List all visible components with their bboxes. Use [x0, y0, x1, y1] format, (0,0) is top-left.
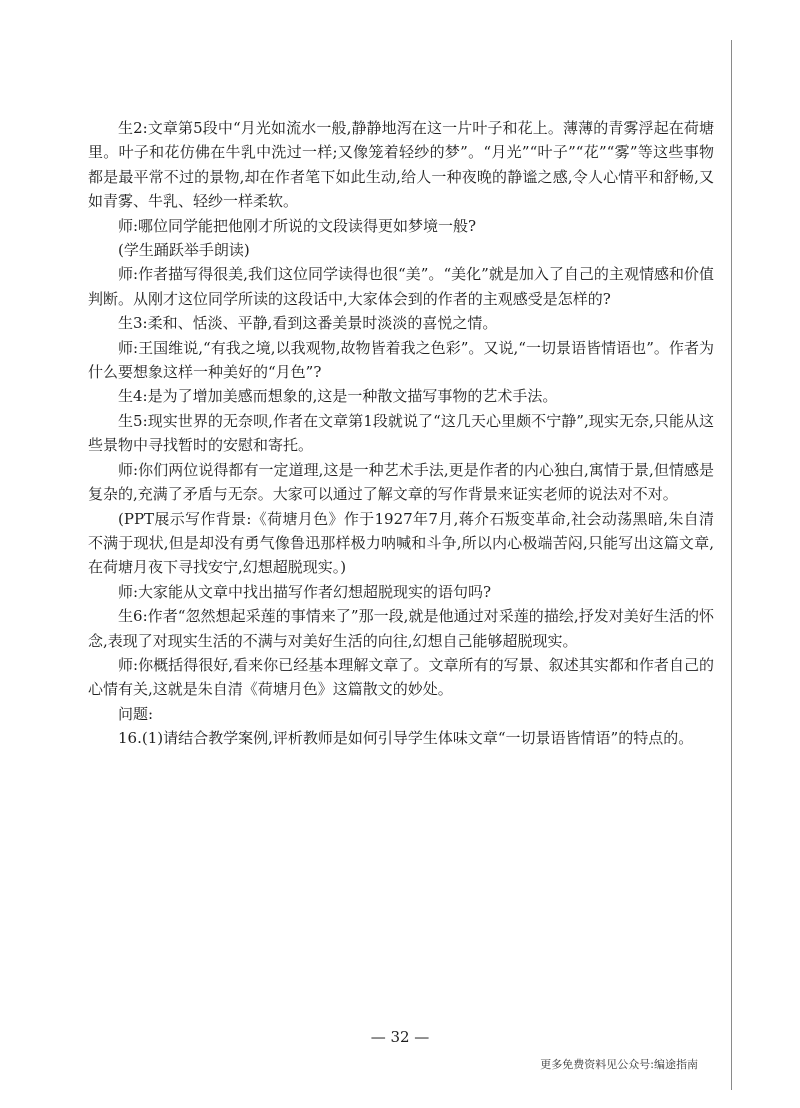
paragraph: (学生踊跃举手朗读)	[118, 241, 250, 260]
page-number: — 32 —	[370, 1028, 430, 1046]
margin-line	[731, 40, 732, 1090]
footer-note: 更多免费资料见公众号:编途指南	[540, 1058, 698, 1071]
question-item: 16.(1)请结合教学案例,评析教师是如何引导学生体味文章“一切景语皆情语”的特点的。	[118, 729, 694, 748]
paragraph: 师:大家能从文章中找出描写作者幻想超脱现实的语句吗?	[118, 582, 492, 601]
body-text	[88, 116, 714, 751]
question-heading: 问题:	[118, 704, 154, 723]
paragraph: 师:你概括得很好,看来你已经基本理解文章了。文章所有的写景、叙述其实都和作者自己的心情有关,这就是朱自清《荷塘月色》这篇散文的妙处。	[88, 655, 714, 699]
paragraph: 生4:是为了增加美感而想象的,这是一种散文描写事物的艺术手法。	[118, 387, 558, 406]
paragraph: 师:你们两位说得都有一定道理,这是一种艺术手法,更是作者的内心独白,寓情于景,但情感是复杂的,充满了矛盾与无奈。大家可以通过了解文章的写作背景来证实老师的说法对不对。	[88, 460, 714, 504]
paragraph: (PPT展示写作背景:《荷塘月色》作于1927年7月,蒋介石叛变革命,社会动荡黑暗,朱自清不满于现状,但是却没有勇气像鲁迅那样极力呐喊和斗争,所以内心极端苦闷,只能写出这篇文章,在荷塘月夜下寻找安宁,幻想超脱现实。)	[88, 509, 714, 577]
paragraph: 生5:现实世界的无奈呗,作者在文章第1段就说了“这几天心里颇不宁静”,现实无奈,只能从这些景物中寻找暂时的安慰和寄托。	[88, 411, 714, 455]
paragraph: 生6:作者“忽然想起采莲的事情来了”那一段,就是他通过对采莲的描绘,抒发对美好生活的怀念,表现了对现实生活的不满与对美好生活的向往,幻想自己能够超脱现实。	[88, 607, 714, 650]
paragraph: 生2:文章第5段中“月光如流水一般,静静地泻在这一片叶子和花上。薄薄的青雾浮起在荷塘里。叶子和花仿佛在牛乳中洗过一样;又像笼着轻纱的梦”。“月光”“叶子”“花”“雾”等这些事物都是最平常不过的景物,却在作者笔下如此生动,给人一种夜晚的静谧之感,令人心情平和舒畅,又如青雾、牛乳、轻纱一样柔软。	[88, 119, 714, 211]
paragraph: 师:王国维说,“有我之境,以我观物,故物皆着我之色彩”。又说,“一切景语皆情语也”。作者为什么要想象这样一种美好的“月色”?	[88, 338, 714, 382]
paragraph: 师:哪位同学能把他刚才所说的文段读得更如梦境一般?	[118, 216, 477, 235]
paragraph: 生3:柔和、恬淡、平静,看到这番美景时淡淡的喜悦之情。	[118, 314, 498, 333]
paragraph: 师:作者描写得很美,我们这位同学读得也很“美”。“美化”就是加入了自己的主观情感和价值判断。从刚才这位同学所读的这段话中,大家体会到的作者的主观感受是怎样的?	[88, 265, 714, 308]
